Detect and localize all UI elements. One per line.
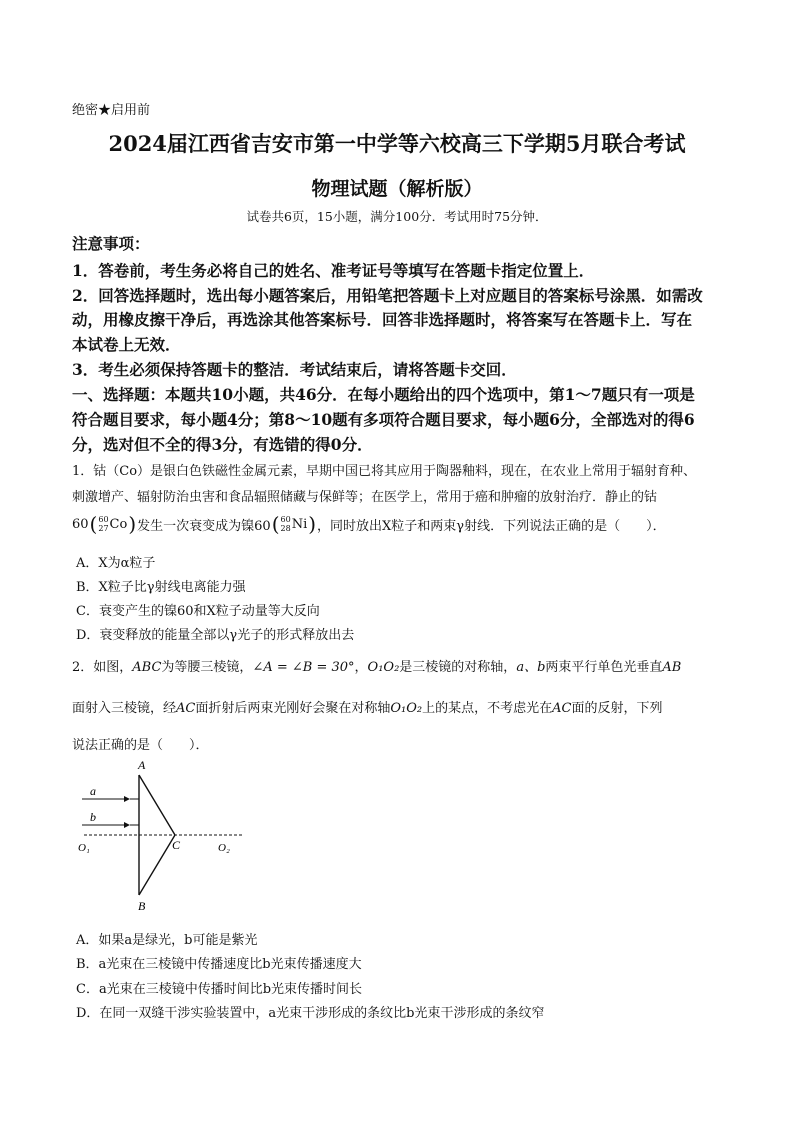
q1-option-b: B．X粒子比γ射线电离能力强 — [76, 580, 246, 595]
q1-option-c: C．衰变产生的镍60和X粒子动量等大反向 — [76, 604, 320, 619]
prism-figure — [72, 755, 252, 917]
paren-open: ( — [271, 512, 280, 536]
q2-text: 面折射后两束光刚好会聚在对称轴 — [195, 701, 391, 716]
beam-a-label: a — [90, 784, 96, 798]
q2-option-c: C．a光束在三棱镜中传播时间比b光束传播时间长 — [76, 982, 363, 997]
paren-close: ) — [128, 512, 137, 536]
q2-text: 为等腰三棱镜， — [161, 660, 253, 675]
vertex-a-label: A — [138, 758, 146, 772]
q2-axis: O₁O₂ — [390, 701, 423, 716]
q2-text: 面的反射，下列 — [571, 701, 663, 716]
section1-line3: 分，选对但不全的得3分，有选错的得0分． — [72, 435, 373, 454]
co-nuclide-numbers — [98, 515, 108, 533]
beam-b-label: b — [90, 810, 96, 824]
exam-info: 试卷共6页，15小题，满分100分．考试用时75分钟． — [246, 209, 548, 224]
q2-text: 是三棱镜的对称轴， — [399, 660, 517, 675]
q2-option-a: A．如果a是绿光，b可能是紫光 — [76, 933, 258, 948]
q2-axis: O₁O₂ — [367, 660, 400, 675]
exam-title: 2024届江西省吉安市第一中学等六校高三下学期5月联合考试 — [108, 131, 686, 156]
axis-o2-label: O₂ — [218, 842, 230, 854]
q1-line1: 1．钴（Co）是银白色铁磁性金属元素，早期中国已将其应用于陶器釉料，现在，在农业上常用于辐射育种、 — [72, 464, 697, 479]
axis-o1-label: O₁ — [78, 842, 90, 854]
q2-face-ab: AB — [662, 660, 682, 675]
paren-close: ) — [308, 512, 317, 536]
notice-item-2-line1: 2．回答选择题时，选出每小题答案后，用铅笔把答题卡上对应题目的答案标号涂黑．如需改 — [72, 286, 703, 305]
q2-option-d: D．在同一双缝干涉实验装置中，a光束干涉形成的条纹比b光束干涉形成的条纹窄 — [76, 1006, 545, 1021]
notice-item-1: 1．答卷前，考生务必将自己的姓名、准考证号等填写在答题卡指定位置上． — [72, 261, 595, 280]
q2-text: 上的某点，不考虑光在 — [422, 701, 553, 716]
ni-atomic-number: 28 — [280, 524, 291, 533]
q2-option-b: B．a光束在三棱镜中传播速度比b光束传播速度大 — [76, 957, 362, 972]
vertex-c-label: C — [172, 838, 181, 852]
confidential-mark: 绝密★启用前 — [72, 103, 151, 118]
co-atomic-number: 27 — [98, 524, 109, 533]
q2-line2 — [72, 697, 663, 716]
vertex-b-label: B — [138, 899, 146, 913]
prism-face-ac — [139, 775, 175, 835]
q2-line3: 说法正确的是（ ）． — [72, 738, 209, 753]
beam-b-arrow-icon — [124, 822, 130, 828]
q2-text: 两束平行单色光垂直 — [545, 660, 663, 675]
q2-face-ac: AC — [552, 701, 572, 716]
section1-line1: 一、选择题：本题共10小题，共46分．在每小题给出的四个选项中，第1～7题只有一项是 — [72, 385, 695, 404]
ni-symbol: Ni — [291, 516, 308, 532]
q1-option-a: A．X为α粒子 — [76, 556, 156, 571]
co-symbol: Co — [109, 516, 128, 532]
q2-prism-label: ABC — [132, 660, 162, 675]
q1-option-d: D．衰变释放的能量全部以γ光子的形式释放出去 — [76, 628, 355, 643]
q2-text: 2．如图， — [72, 660, 133, 675]
notice-heading: 注意事项： — [72, 234, 150, 253]
ni-nuclide-numbers — [281, 515, 291, 533]
exam-subtitle: 物理试题（解析版） — [311, 178, 483, 200]
q2-face-ac: AC — [176, 701, 196, 716]
co-mass-number: 60 — [98, 515, 109, 524]
notice-item-2-line2: 动，用橡皮擦干净后，再选涂其他答案标号．回答非选择题时，将答案写在答题卡上．写在 — [72, 310, 693, 329]
section1-line2: 符合题目要求，每小题4分；第8～10题有多项符合题目要求，每小题6分，全部选对的得6 — [72, 410, 695, 429]
prism-face-bc — [139, 835, 175, 895]
ni-mass-number: 60 — [280, 515, 291, 524]
notice-item-3: 3．考生必须保持答题卡的整洁．考试结束后，请将答题卡交回． — [72, 360, 517, 379]
q2-line1 — [72, 656, 681, 675]
q2-angle: ∠A = ∠B = 30° — [252, 660, 355, 675]
beam-a-arrow-icon — [124, 796, 130, 802]
q2-text: 面射入三棱镜，经 — [72, 701, 177, 716]
q1-line3-post: ，同时放出X粒子和两束γ射线．下列说法正确的是（ ）． — [317, 518, 666, 534]
q2-text: ， — [354, 660, 368, 675]
q1-line3 — [72, 512, 666, 536]
paren-open: ( — [89, 512, 98, 536]
q1-line3-mid: 发生一次衰变成为镍60 — [137, 518, 271, 534]
q1-line3-pre: 60 — [72, 516, 89, 532]
q2-beams: a、b — [516, 660, 546, 675]
q1-line2: 刺激增产、辐射防治虫害和食品辐照储藏与保鲜等；在医学上，常用于癌和肿瘤的放射治疗．静止的钴 — [72, 490, 658, 505]
notice-item-2-line3: 本试卷上无效． — [72, 335, 181, 354]
